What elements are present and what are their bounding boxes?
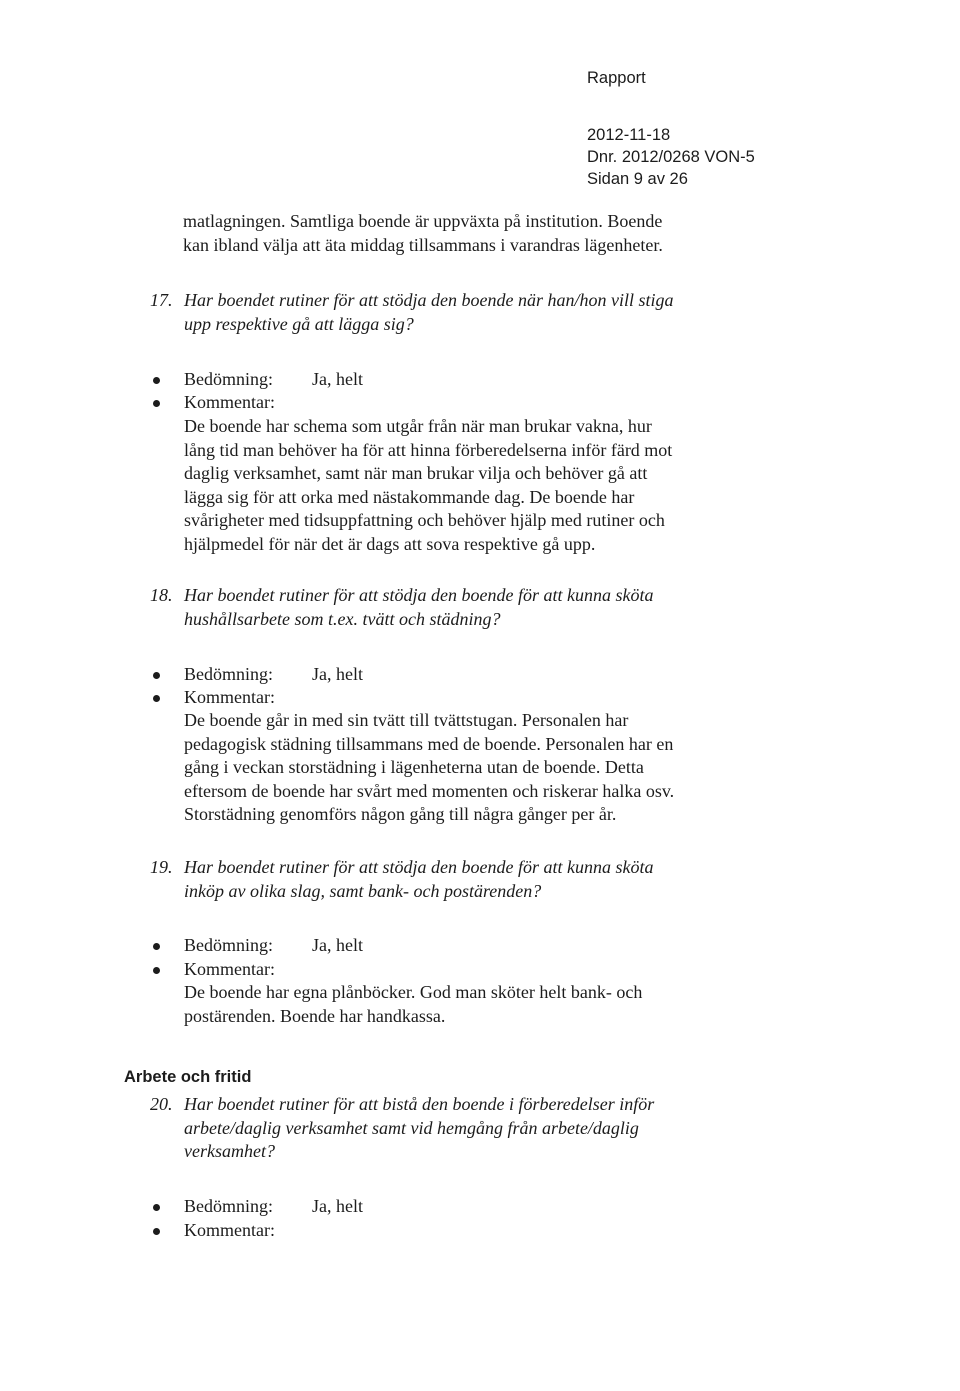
assessment-value: Ja, helt xyxy=(312,369,363,389)
question-line: hushållsarbete som t.ex. tvätt och städning? xyxy=(184,608,501,629)
question-line: upp respektive gå att lägga sig? xyxy=(184,313,414,334)
bullet-icon xyxy=(153,1204,160,1211)
assessment-value: Ja, helt xyxy=(312,935,363,955)
comment-line: De boende har schema som utgår från när man brukar vakna, hur xyxy=(184,416,652,436)
comment-line: postärenden. Boende har handkassa. xyxy=(184,1005,446,1026)
page-number: Sidan 9 av 26 xyxy=(587,170,688,188)
bullet-icon xyxy=(153,1228,160,1235)
assessment-label: Bedömning: xyxy=(184,1196,273,1216)
comment-label: Kommentar: xyxy=(184,392,275,412)
question-number: 17. xyxy=(150,290,173,310)
assessment-value: Ja, helt xyxy=(312,664,363,684)
comment-line: pedagogisk städning tillsammans med de boende. Personalen har en xyxy=(184,733,674,754)
comment-text xyxy=(184,981,784,1028)
comment-label: Kommentar: xyxy=(184,687,275,707)
question-line: Har boendet rutiner för att stödja den boende för att kunna sköta xyxy=(184,857,654,877)
question-line: verksamhet? xyxy=(184,1141,275,1162)
intro-paragraph xyxy=(183,210,663,257)
intro-line: matlagningen. Samtliga boende är uppväxta på institution. Boende xyxy=(183,211,663,231)
bullet-icon xyxy=(153,967,160,974)
comment-line: gång i veckan storstädning i lägenheterna utan de boende. Detta xyxy=(184,757,644,778)
question-number: 18. xyxy=(150,585,173,605)
question-line: inköp av olika slag, samt bank- och postärenden? xyxy=(184,880,542,901)
assessment-label: Bedömning: xyxy=(184,664,273,684)
comment-line: De boende har egna plånböcker. God man sköter helt bank- och xyxy=(184,982,643,1002)
question-line: arbete/daglig verksamhet samt vid hemgång från arbete/daglig xyxy=(184,1117,639,1138)
comment-line: Storstädning genomförs någon gång till några gånger per år. xyxy=(184,804,617,825)
comment-text xyxy=(184,709,784,827)
assessment-label: Bedömning: xyxy=(184,935,273,955)
comment-line: lång tid man behöver ha för att hinna förberedelserna inför färd mot xyxy=(184,439,673,460)
question-line: Har boendet rutiner för att stödja den boende när han/hon vill stiga xyxy=(184,290,674,310)
section-heading: Arbete och fritid xyxy=(124,1068,252,1086)
comment-line: De boende går in med sin tvätt till tvättstugan. Personalen har xyxy=(184,710,629,730)
bullet-icon xyxy=(153,672,160,679)
bullet-icon xyxy=(153,377,160,384)
bullet-icon xyxy=(153,943,160,950)
assessment-label: Bedömning: xyxy=(184,369,273,389)
comment-line: eftersom de boende har svårt med momenten och riskerar halka osv. xyxy=(184,780,675,801)
comment-line: daglig verksamhet, samt när man brukar vilja och behöver gå att xyxy=(184,463,648,484)
comment-label: Kommentar: xyxy=(184,1220,275,1240)
comment-line: lägga sig för att orka med nästakommande dag. De boende har xyxy=(184,486,635,507)
report-label: Rapport xyxy=(587,69,646,87)
diary-number: Dnr. 2012/0268 VON-5 xyxy=(587,148,755,166)
question-line: Har boendet rutiner för att stödja den boende för att kunna sköta xyxy=(184,585,654,605)
question-number: 19. xyxy=(150,857,173,877)
intro-line: kan ibland välja att äta middag tillsammans i varandras lägenheter. xyxy=(183,234,663,255)
bullet-icon xyxy=(153,695,160,702)
assessment-value: Ja, helt xyxy=(312,1196,363,1216)
comment-line: hjälpmedel för när det är dags att sova respektive gå upp. xyxy=(184,533,596,554)
report-date: 2012-11-18 xyxy=(587,126,671,144)
comment-text xyxy=(184,415,784,557)
bullet-icon xyxy=(153,400,160,407)
comment-label: Kommentar: xyxy=(184,959,275,979)
comment-line: svårigheter med tidsuppfattning och behöver hjälp med rutiner och xyxy=(184,510,665,531)
question-number: 20. xyxy=(150,1094,173,1114)
question-line: Har boendet rutiner för att bistå den boende i förberedelser inför xyxy=(184,1094,655,1114)
